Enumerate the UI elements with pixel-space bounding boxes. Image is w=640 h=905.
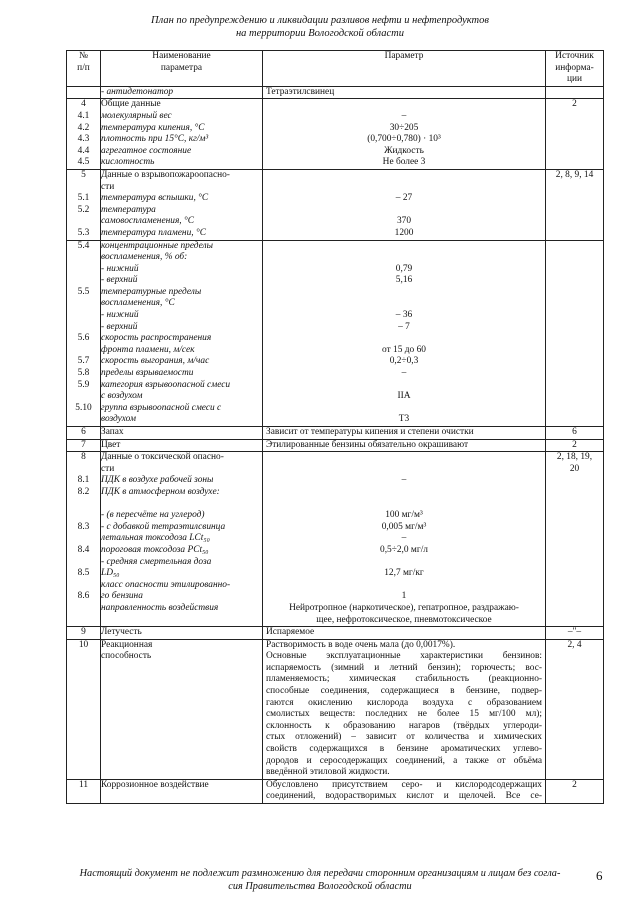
parameter-value-cell bbox=[263, 99, 546, 170]
parameter-value: от 15 до 60 bbox=[382, 344, 426, 355]
parameter-value: – bbox=[401, 475, 407, 486]
row-number-cell bbox=[67, 627, 101, 640]
row-number bbox=[67, 87, 100, 99]
parameter-value: дородов и серосодержащих соединений, а также от объёма bbox=[266, 755, 542, 766]
parameter-name: молекулярный вес bbox=[101, 110, 172, 121]
row-number: 5.8 bbox=[77, 368, 90, 379]
parameter-value: Нейротропное (наркотическое), гепатропное, раздражаю- bbox=[289, 602, 519, 613]
source-cell bbox=[546, 240, 604, 427]
parameter-value bbox=[263, 580, 545, 592]
parameter-value: 1 bbox=[401, 591, 407, 602]
parameter-value: – bbox=[401, 533, 407, 544]
parameter-value: соединений, водорастворимых кислот и щелочей. Все се- bbox=[266, 791, 542, 802]
parameter-value: – 36 bbox=[395, 310, 413, 321]
header-source-line: ции bbox=[566, 74, 583, 85]
parameter-name: группа взрывоопасной смеси с bbox=[101, 402, 222, 413]
source-cell bbox=[546, 639, 604, 779]
source-reference: 2 bbox=[572, 99, 577, 110]
parameter-value-cell bbox=[263, 240, 546, 427]
table-header-row bbox=[67, 51, 604, 87]
source-reference: 2 bbox=[572, 439, 577, 450]
parameter-name: Запах bbox=[101, 427, 124, 437]
row-number-cell bbox=[67, 427, 101, 440]
parameter-name: ПДК в воздухе рабочей зоны bbox=[101, 475, 214, 486]
row-number bbox=[67, 275, 100, 287]
row-number-cell bbox=[67, 169, 101, 240]
page-number: 6 bbox=[596, 868, 603, 883]
parameter-name: летальная токсодоза LCt₅₀ bbox=[101, 533, 210, 544]
parameter-name: концентрационные пределы bbox=[101, 240, 213, 251]
header-param-cell bbox=[263, 51, 546, 87]
parameter-value bbox=[263, 99, 545, 111]
parameter-value bbox=[263, 487, 545, 499]
row-number-cell bbox=[67, 99, 101, 170]
table-row bbox=[67, 169, 604, 240]
parameter-name: Цвет bbox=[101, 439, 121, 450]
table-row bbox=[67, 86, 604, 99]
parameter-name-cell bbox=[101, 427, 263, 440]
parameter-value-cell bbox=[263, 169, 546, 240]
parameter-value bbox=[263, 464, 545, 476]
parameter-value: свойств содержащихся в бензине ароматических углево- bbox=[266, 744, 542, 755]
table-row bbox=[67, 627, 604, 640]
parameter-name: LD₅₀ bbox=[101, 568, 120, 579]
header-param-label: Параметр bbox=[384, 51, 424, 61]
row-number bbox=[67, 533, 100, 545]
row-number-cell bbox=[67, 439, 101, 452]
parameter-name-cell bbox=[101, 639, 263, 779]
table-row bbox=[67, 99, 604, 170]
parameter-value: 370 bbox=[396, 216, 412, 227]
parameter-value: – bbox=[401, 368, 407, 379]
row-number: 5.2 bbox=[77, 204, 90, 215]
row-number bbox=[67, 216, 100, 228]
parameter-value bbox=[263, 403, 545, 415]
parameter-name: способность bbox=[101, 651, 152, 662]
parameter-name: кислотность bbox=[101, 157, 155, 168]
table-row bbox=[67, 452, 604, 627]
parameter-name: - нижний bbox=[101, 310, 139, 321]
parameter-value-cell bbox=[263, 779, 546, 803]
parameter-value: (0,700÷0,780) · 10³ bbox=[367, 134, 441, 145]
row-number: 4.1 bbox=[77, 110, 90, 121]
source-cell bbox=[546, 169, 604, 240]
row-number-cell bbox=[67, 639, 101, 779]
parameter-name: температура вспышки, °С bbox=[101, 193, 209, 204]
header-num-line: № bbox=[79, 51, 88, 61]
parameter-value: введённой этиловой жидкости. bbox=[266, 767, 390, 778]
row-number bbox=[67, 464, 100, 476]
row-number: 5.9 bbox=[77, 379, 90, 390]
row-number bbox=[67, 499, 100, 511]
parameter-value: гаются окислению кислорода воздуха с образованием bbox=[266, 697, 542, 708]
source-cell bbox=[546, 627, 604, 640]
row-number: 5.1 bbox=[77, 193, 90, 204]
parameter-name: фронта пламени, м/сек bbox=[101, 344, 195, 355]
parameter-value: 5,16 bbox=[395, 275, 413, 286]
row-number: 6 bbox=[81, 427, 86, 437]
row-number: 5.10 bbox=[75, 402, 92, 413]
row-number bbox=[67, 310, 100, 322]
parameter-name: Общие данные bbox=[101, 99, 161, 110]
row-number: 8.4 bbox=[77, 544, 90, 555]
parameter-name: класс опасности этилированно- bbox=[101, 579, 231, 590]
parameter-name: с воздухом bbox=[101, 391, 143, 402]
parameter-value: – bbox=[401, 110, 407, 121]
row-number: 7 bbox=[81, 439, 86, 450]
parameter-value: способные соединения, содержащиеся в бензине, подвер- bbox=[266, 686, 542, 697]
table-row bbox=[67, 427, 604, 440]
parameter-value-cell bbox=[263, 452, 546, 627]
parameter-name bbox=[101, 499, 262, 511]
parameter-value bbox=[263, 298, 545, 310]
parameter-name-cell bbox=[101, 627, 263, 640]
row-number bbox=[67, 391, 100, 403]
header-source-cell bbox=[546, 51, 604, 87]
parameter-value: склонность к образованию нагаров (твёрдых углероди- bbox=[266, 720, 542, 731]
parameter-name: - нижний bbox=[101, 263, 139, 274]
row-number: 5.4 bbox=[77, 240, 90, 251]
parameter-name: температура bbox=[101, 204, 156, 215]
parameter-value bbox=[263, 287, 545, 299]
parameter-value: щее, нефротоксическое, пневмотоксическое bbox=[316, 614, 492, 625]
row-number bbox=[67, 345, 100, 357]
parameter-value bbox=[263, 182, 545, 194]
parameter-name: - верхний bbox=[101, 275, 138, 286]
table-row bbox=[67, 439, 604, 452]
document-footer bbox=[60, 868, 580, 893]
source-cell bbox=[546, 439, 604, 452]
parameter-value bbox=[263, 557, 545, 569]
parameter-value: 0,5÷2,0 мг/л bbox=[380, 544, 428, 555]
table-row bbox=[67, 639, 604, 779]
parameter-value-cell bbox=[263, 86, 546, 99]
parameter-name: го бензина bbox=[101, 591, 143, 602]
parameter-value-cell bbox=[263, 639, 546, 779]
parameter-name: Данные о токсической опасно- bbox=[101, 452, 224, 463]
row-number: 8.5 bbox=[77, 568, 90, 579]
parameter-value: Этилированные бензины обязательно окрашивают bbox=[266, 439, 469, 450]
row-number bbox=[67, 182, 100, 194]
row-number bbox=[67, 414, 100, 426]
header-source-line: Источник bbox=[555, 51, 594, 61]
row-number: 8 bbox=[81, 452, 86, 463]
source-cell bbox=[546, 99, 604, 170]
parameter-value: 0,79 bbox=[395, 263, 413, 274]
row-number: 8.2 bbox=[77, 486, 90, 497]
row-number: 10 bbox=[78, 639, 89, 650]
header-line-2: на территории Вологодской области bbox=[235, 28, 405, 39]
source-reference: 2, 8, 9, 14 bbox=[555, 169, 594, 180]
row-number-cell bbox=[67, 86, 101, 99]
row-number: 9 bbox=[81, 627, 86, 638]
parameter-name: Реакционная bbox=[101, 639, 153, 650]
row-number-cell bbox=[67, 779, 101, 803]
parameter-name: ПДК в атмосферном воздухе: bbox=[101, 486, 220, 497]
parameter-value bbox=[263, 380, 545, 392]
parameter-name: - с добавкой тетраэтилсвинца bbox=[101, 521, 226, 532]
parameter-name: категория взрывоопасной смеси bbox=[101, 379, 231, 390]
parameter-value bbox=[263, 170, 545, 182]
parameter-name-cell bbox=[101, 86, 263, 99]
parameter-name: - верхний bbox=[101, 321, 138, 332]
parameter-name: плотность при 15°С, кг/м³ bbox=[101, 134, 209, 145]
parameter-name: воспламенения, % об: bbox=[101, 252, 188, 263]
row-number bbox=[67, 322, 100, 334]
parameter-value-cell bbox=[263, 627, 546, 640]
parameter-value: 12,7 мг/кг bbox=[384, 568, 424, 579]
row-number: 5.7 bbox=[77, 356, 90, 367]
parameter-name: скорость выгорания, м/час bbox=[101, 356, 210, 367]
row-number: 4.4 bbox=[77, 145, 90, 156]
parameter-name-cell bbox=[101, 439, 263, 452]
parameter-name: сти bbox=[101, 463, 115, 474]
row-number bbox=[67, 252, 100, 264]
header-name-cell bbox=[101, 51, 263, 87]
parameter-value: IIA bbox=[397, 391, 411, 402]
parameter-value-cell bbox=[263, 439, 546, 452]
parameter-value bbox=[263, 252, 545, 264]
header-name-line: Наименование bbox=[152, 51, 211, 61]
parameter-value: – 7 bbox=[398, 321, 410, 332]
row-number: 8.6 bbox=[77, 591, 90, 602]
row-number-cell bbox=[67, 452, 101, 627]
parameter-value bbox=[263, 452, 545, 464]
document-header bbox=[0, 14, 640, 40]
parameter-value: Зависит от температуры кипения и степени очистки bbox=[266, 427, 474, 437]
header-source-line: информа- bbox=[555, 62, 594, 73]
parameters-table bbox=[66, 50, 604, 804]
source-reference: 2 bbox=[572, 779, 577, 790]
parameter-value: 100 мг/м³ bbox=[385, 510, 423, 521]
parameter-name: агрегатное состояние bbox=[101, 145, 192, 156]
table-row bbox=[67, 779, 604, 803]
parameter-value bbox=[263, 241, 545, 253]
parameter-value: 30÷205 bbox=[389, 122, 419, 133]
parameter-value: Испаряемое bbox=[266, 627, 315, 638]
parameter-value: Основные эксплуатационные характеристики бензинов: bbox=[266, 651, 542, 662]
header-num-cell bbox=[67, 51, 101, 87]
parameter-name: пределы взрываемости bbox=[101, 368, 194, 379]
header-name-line: параметра bbox=[160, 62, 203, 73]
parameter-name: воспламенения, °С bbox=[101, 298, 175, 309]
parameter-name: - (в пересчёте на углерод) bbox=[101, 510, 205, 521]
parameter-value: 1200 bbox=[394, 227, 414, 238]
parameter-value: Растворимость в воде очень мала (до 0,0017%). bbox=[266, 639, 456, 650]
table-row bbox=[67, 240, 604, 427]
row-number-cell bbox=[67, 240, 101, 427]
row-number: 8.1 bbox=[77, 475, 90, 486]
row-number: 8.3 bbox=[77, 521, 90, 532]
header-line-1: План по предупреждению и ликвидации разливов нефти и нефтепродуктов bbox=[151, 15, 489, 26]
parameter-value: – 27 bbox=[395, 193, 413, 204]
parameter-name: пороговая токсодоза PCt₅₀ bbox=[101, 544, 209, 555]
row-number: 5 bbox=[81, 169, 86, 180]
parameter-name: Коррозионное воздействие bbox=[101, 779, 209, 790]
parameter-value bbox=[263, 499, 545, 511]
parameter-value: T3 bbox=[398, 414, 410, 425]
parameter-name: - средняя смертельная доза bbox=[101, 556, 212, 567]
parameter-value: смолистых веществ: последних не более 15 мг/100 мл); bbox=[266, 709, 542, 720]
parameter-name-cell bbox=[101, 169, 263, 240]
parameter-value-cell bbox=[263, 427, 546, 440]
parameter-name: сти bbox=[101, 181, 115, 192]
parameter-value: Жидкость bbox=[384, 145, 424, 156]
row-number bbox=[67, 580, 100, 592]
row-number bbox=[67, 298, 100, 310]
parameter-value: стых отложений) – зависит от количества и химических bbox=[266, 732, 542, 743]
source-reference: –"– bbox=[567, 627, 582, 638]
parameter-name: температура кипения, °С bbox=[101, 122, 205, 133]
parameter-value: Тетраэтилсвинец bbox=[266, 86, 335, 97]
source-reference: 20 bbox=[569, 463, 580, 474]
parameter-value: Обусловлено присутствием серо- и кислородсодержащих bbox=[266, 779, 542, 790]
parameter-name-cell bbox=[101, 452, 263, 627]
parameter-name: Данные о взрывопожароопасно- bbox=[101, 169, 230, 180]
parameter-name: направленность воздействия bbox=[101, 602, 219, 613]
parameter-name: Летучесть bbox=[101, 627, 142, 638]
parameter-value: пламеняемость; химическая стабильность (реакционно- bbox=[266, 674, 542, 685]
parameter-value: Не более 3 bbox=[382, 157, 426, 168]
source-reference: 6 bbox=[572, 427, 577, 437]
parameter-name: температура пламени, °С bbox=[101, 227, 206, 238]
parameter-name: - антидетонатор bbox=[101, 86, 174, 97]
header-num-line: п/п bbox=[77, 62, 90, 73]
row-number: 4.5 bbox=[77, 157, 90, 168]
row-number: 11 bbox=[78, 779, 89, 790]
row-number: 5.6 bbox=[77, 333, 90, 344]
source-reference: 2, 4 bbox=[567, 639, 582, 650]
row-number: 5.5 bbox=[77, 286, 90, 297]
parameter-name: температурные пределы bbox=[101, 286, 202, 297]
row-number bbox=[67, 510, 100, 522]
parameter-value bbox=[263, 333, 545, 345]
parameter-name-cell bbox=[101, 240, 263, 427]
source-cell bbox=[546, 452, 604, 627]
parameter-value: 0,2÷0,3 bbox=[389, 356, 419, 367]
source-cell bbox=[546, 86, 604, 99]
parameter-name: самовоспламенения, °С bbox=[101, 216, 194, 227]
row-number: 4.3 bbox=[77, 134, 90, 145]
parameter-name-cell bbox=[101, 779, 263, 803]
footer-line-2: сия Правительства Вологодской области bbox=[228, 880, 412, 892]
parameter-name: воздухом bbox=[101, 414, 136, 425]
footer-line-1: Настоящий документ не подлежит размножению для передачи сторонним организациям и лицам без согла- bbox=[79, 868, 561, 879]
row-number: 5.3 bbox=[77, 227, 90, 238]
row-number bbox=[67, 557, 100, 569]
row-number bbox=[67, 264, 100, 276]
source-reference: 2, 18, 19, bbox=[556, 452, 593, 463]
parameter-value bbox=[263, 205, 545, 217]
parameter-name: скорость распространения bbox=[101, 333, 212, 344]
parameter-value: 0,005 мг/м³ bbox=[381, 521, 427, 532]
row-number: 4.2 bbox=[77, 122, 90, 133]
parameter-value: испаряемость (зимний и летний бензин); горючесть; вос- bbox=[266, 662, 542, 673]
parameter-name-cell bbox=[101, 99, 263, 170]
row-number: 4 bbox=[81, 99, 86, 110]
source-cell bbox=[546, 427, 604, 440]
source-cell bbox=[546, 779, 604, 803]
